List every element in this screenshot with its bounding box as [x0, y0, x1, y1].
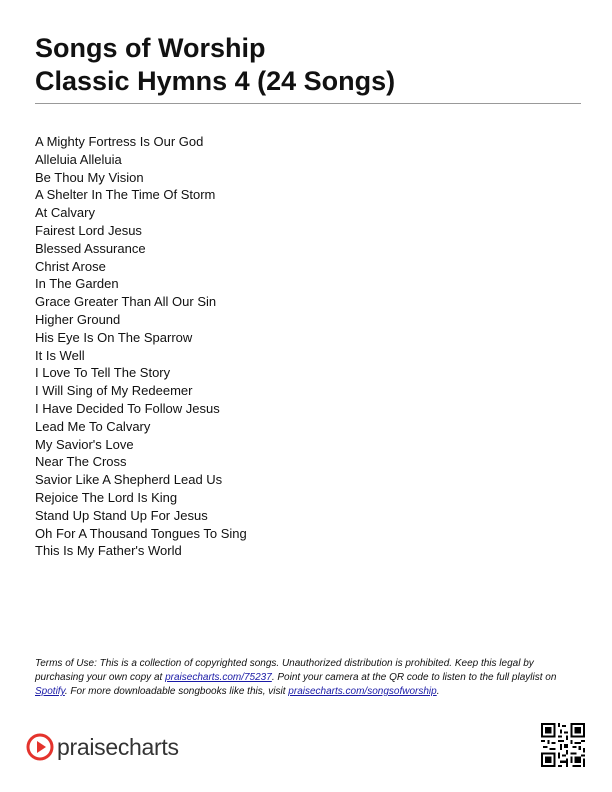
song-list — [35, 133, 247, 560]
song-item: Oh For A Thousand Tongues To Sing — [35, 525, 247, 541]
logo-wordmark: praisecharts — [57, 733, 179, 760]
song-item: A Shelter In The Time Of Storm — [35, 187, 216, 203]
song-item: Be Thou My Vision — [35, 169, 144, 185]
song-item: Rejoice The Lord Is King — [35, 489, 178, 505]
qr-code-icon[interactable] — [541, 723, 585, 767]
song-item: A Mighty Fortress Is Our God — [35, 134, 204, 149]
song-item: Stand Up Stand Up For Jesus — [35, 507, 208, 523]
song-item: Lead Me To Calvary — [35, 418, 151, 434]
terms-of-use — [35, 657, 580, 699]
page-title — [35, 32, 395, 98]
song-item: Near The Cross — [35, 454, 127, 470]
praisecharts-logo[interactable] — [26, 733, 179, 761]
spotify-link[interactable]: Spotify — [35, 686, 65, 697]
song-item: My Savior's Love — [35, 436, 134, 452]
song-item: This Is My Father's World — [35, 543, 182, 559]
song-item: In The Garden — [35, 276, 119, 292]
song-item: It Is Well — [35, 347, 85, 363]
terms-text-4: . — [436, 686, 440, 697]
song-item: I Love To Tell The Story — [35, 365, 171, 381]
song-item: Alleluia Alleluia — [35, 151, 122, 167]
song-item: Higher Ground — [35, 311, 121, 327]
song-item: Blessed Assurance — [35, 240, 146, 256]
song-item: Christ Arose — [35, 258, 106, 274]
title-line-1: Songs of Worship — [35, 33, 266, 63]
title-line-2: Classic Hymns 4 (24 Songs) — [35, 66, 396, 96]
terms-text-3: . For more downloadable songbooks like this, visit — [64, 686, 289, 697]
song-item: At Calvary — [35, 205, 95, 221]
song-item: Fairest Lord Jesus — [35, 222, 142, 238]
songbooks-link[interactable]: praisecharts.com/songsofworship — [288, 686, 437, 697]
song-item: Savior Like A Shepherd Lead Us — [35, 472, 223, 488]
song-item: I Have Decided To Follow Jesus — [35, 400, 220, 416]
title-divider — [35, 103, 581, 104]
song-item: Grace Greater Than All Our Sin — [35, 294, 217, 310]
terms-text-2: . Point your camera at the QR code to listen to the full playlist on — [271, 672, 557, 683]
play-icon — [26, 733, 54, 761]
purchase-link[interactable]: praisecharts.com/75237 — [165, 672, 272, 683]
song-item: I Will Sing of My Redeemer — [35, 383, 193, 399]
terms-text-1: Terms of Use: This is a collection of copyrighted songs. Unauthorized distribution is prohibited. Keep this legal by purchasing your own copy at — [35, 658, 534, 683]
song-item: His Eye Is On The Sparrow — [35, 329, 193, 345]
